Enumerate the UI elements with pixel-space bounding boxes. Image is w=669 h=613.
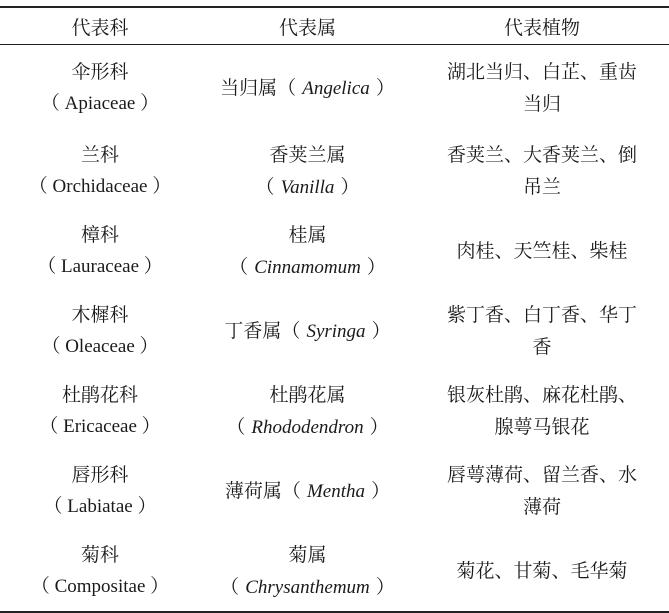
table-row	[0, 531, 669, 612]
family-chinese-name: 杜鹃花科	[61, 384, 138, 406]
family-latin-name: （ Lauraceae ）	[37, 256, 163, 277]
table-row	[0, 131, 669, 211]
header-genus: 代表属	[200, 7, 415, 45]
table-row	[0, 291, 669, 371]
paren-close: ）	[363, 415, 389, 438]
genus-latin-name: Chrysanthemum	[245, 576, 370, 598]
paren-open: （	[220, 575, 246, 598]
family-latin-name: （ Compositae ）	[30, 576, 170, 597]
plant-classification-table	[0, 6, 669, 613]
genus-chinese-name: 菊属	[288, 543, 327, 566]
paren-close: ）	[375, 76, 395, 99]
plants-line-2: 吊兰	[522, 176, 561, 198]
plants-line-1: 银灰杜鹃、麻花杜鹃、	[446, 384, 637, 406]
paren-close: ）	[371, 479, 391, 502]
paren-close: ）	[334, 175, 360, 198]
table-row	[0, 211, 669, 291]
plants-line-1: 唇萼薄荷、留兰香、水	[446, 464, 637, 486]
paren-open: （	[255, 175, 281, 198]
genus-latin-name: Mentha	[306, 480, 366, 502]
genus-chinese-name: 当归属（	[220, 76, 297, 99]
genus-cell	[200, 531, 415, 612]
family-latin-name: （ Orchidaceae ）	[28, 176, 172, 197]
paren-close: ）	[371, 319, 391, 342]
plants-line-1: 肉桂、天竺桂、柴桂	[456, 240, 628, 262]
genus-chinese-name: 丁香属（	[224, 319, 301, 342]
plants-cell	[415, 451, 669, 531]
family-chinese-name: 菊科	[80, 544, 119, 566]
plants-line-2: 腺萼马银花	[494, 416, 590, 438]
genus-chinese-name: 杜鹃花属	[269, 383, 346, 406]
family-latin-name: （ Labiatae ）	[43, 496, 157, 517]
genus-cell	[200, 45, 415, 132]
plants-line-1: 紫丁香、白丁香、华丁	[446, 304, 637, 326]
plants-line-1: 菊花、甘菊、毛华菊	[456, 560, 628, 582]
header-plants: 代表植物	[415, 7, 669, 45]
family-cell	[0, 131, 200, 211]
family-latin-name: （ Oleaceae ）	[41, 336, 159, 357]
table-row	[0, 371, 669, 451]
table-row	[0, 45, 669, 132]
family-latin-name: （ Ericaceae ）	[39, 416, 161, 437]
plants-cell	[415, 211, 669, 291]
genus-latin-name: Cinnamomum	[254, 256, 361, 278]
genus-latin-name: Syringa	[306, 320, 366, 342]
plants-cell	[415, 371, 669, 451]
plants-line-1: 香荚兰、大香荚兰、倒	[446, 144, 637, 166]
paren-open: （	[229, 255, 255, 278]
paren-open: （	[226, 415, 252, 438]
family-chinese-name: 兰科	[80, 144, 119, 166]
genus-cell	[200, 131, 415, 211]
family-cell	[0, 291, 200, 371]
genus-latin-name: Vanilla	[280, 176, 335, 198]
family-chinese-name: 樟科	[80, 224, 119, 246]
family-cell	[0, 531, 200, 612]
family-cell	[0, 45, 200, 132]
paren-close: ）	[369, 575, 395, 598]
family-cell	[0, 211, 200, 291]
plants-cell	[415, 291, 669, 371]
plants-line-2: 薄荷	[522, 496, 561, 518]
table-header-row	[0, 7, 669, 45]
table-row	[0, 451, 669, 531]
family-cell	[0, 371, 200, 451]
plants-cell	[415, 45, 669, 132]
family-chinese-name: 木樨科	[71, 304, 129, 326]
genus-chinese-name: 香荚兰属	[269, 143, 346, 166]
family-cell	[0, 451, 200, 531]
genus-cell	[200, 291, 415, 371]
genus-cell	[200, 211, 415, 291]
genus-cell	[200, 451, 415, 531]
genus-latin-name: Rhododendron	[251, 416, 364, 438]
plants-line-2: 当归	[522, 93, 561, 115]
plants-line-1: 湖北当归、白芷、重齿	[446, 61, 637, 83]
plants-cell	[415, 531, 669, 612]
plants-line-2: 香	[532, 336, 552, 358]
plants-cell	[415, 131, 669, 211]
family-latin-name: （ Apiaceae ）	[40, 93, 160, 114]
genus-cell	[200, 371, 415, 451]
family-chinese-name: 唇形科	[71, 464, 129, 486]
paren-close: ）	[360, 255, 386, 278]
genus-chinese-name: 桂属	[288, 223, 327, 246]
genus-chinese-name: 薄荷属（	[224, 479, 301, 502]
family-chinese-name: 伞形科	[71, 61, 129, 83]
genus-latin-name: Angelica	[302, 77, 370, 99]
header-family: 代表科	[0, 7, 200, 45]
